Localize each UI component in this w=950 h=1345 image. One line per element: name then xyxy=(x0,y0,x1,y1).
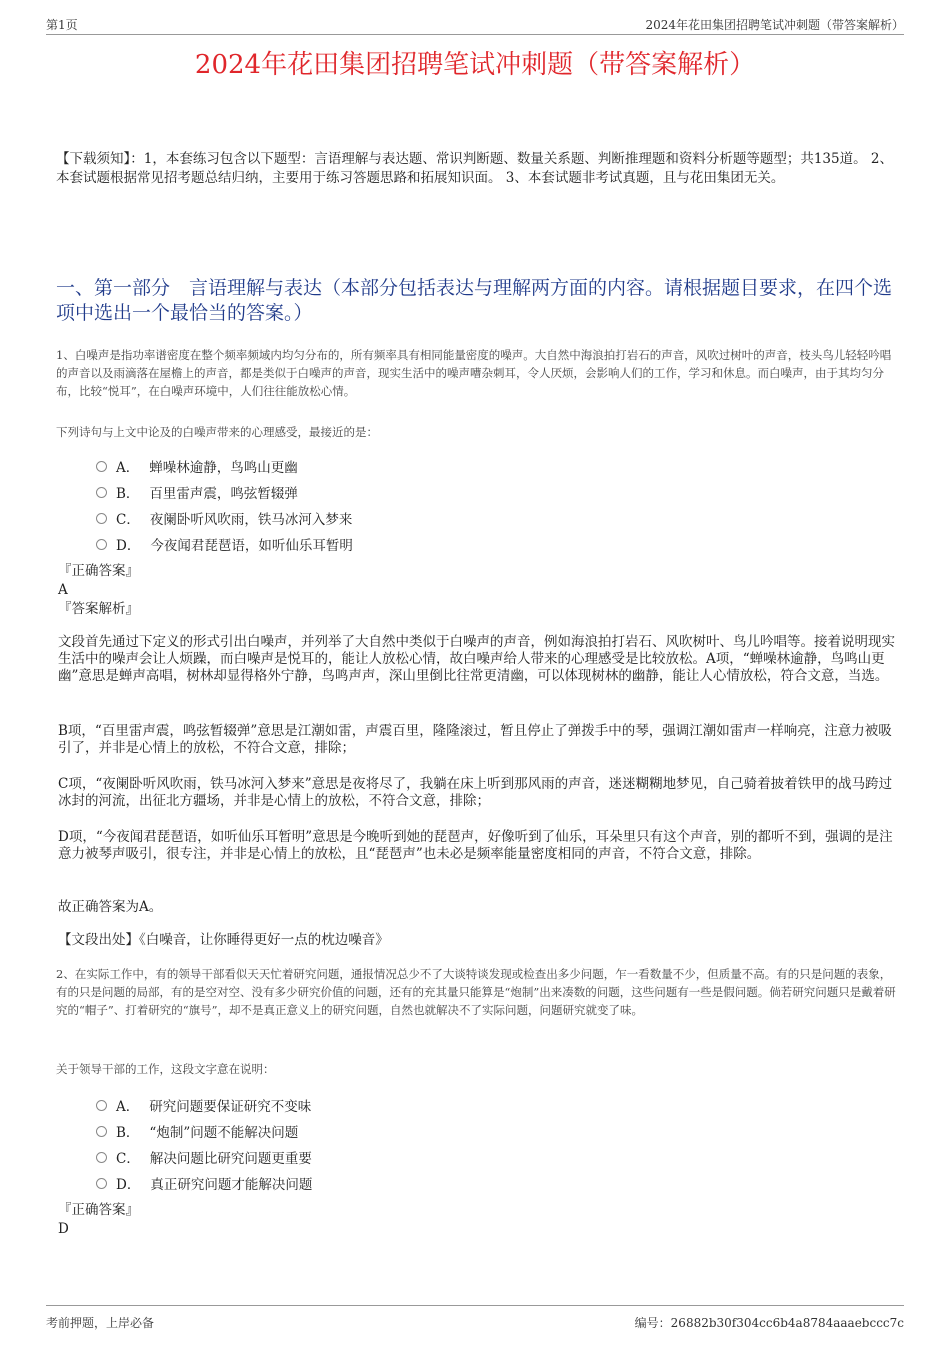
radio-icon[interactable] xyxy=(96,1100,107,1111)
question-1-stem: 1、白噪声是指功率谱密度在整个频率频域内均匀分布的，所有频率具有相同能量密度的噪声。大自然中海浪拍打岩石的声音，风吹过树叶的声音，枝头鸟儿轻轻吟唱的声音以及雨滴落在屋檐上的声音，都是类似于白噪声的声音，现实生活中的噪声嘈杂刺耳，令人厌烦，会影响人们的工作，学习和休息。而白噪声，由于其均匀分布，比较“悦耳”，在白噪声环境中，人们往往能放松心情。 xyxy=(56,348,892,398)
section-heading: 一、第一部分 言语理解与表达（本部分包括表达与理解两方面的内容。请根据题目要求，在四个选项中选出一个最恰当的答案。） xyxy=(56,277,893,324)
question-1-options xyxy=(96,453,353,557)
analysis-paragraph: C项，“夜阑卧听风吹雨，铁马冰河入梦来”意思是夜将尽了，我躺在床上听到那风雨的声音，迷迷糊糊地梦见，自己骑着披着铁甲的战马跨过冰封的河流，出征北方疆场，并非是心情上的放松，不符合文意，排除； xyxy=(58,776,893,809)
radio-icon[interactable] xyxy=(96,1126,107,1137)
question-2-answer xyxy=(58,1201,900,1239)
option-a[interactable]: A． 研究问题要保证研究不变味 xyxy=(96,1092,312,1118)
page-number: 第1页 xyxy=(46,18,78,32)
option-b[interactable]: B． 百里雷声震，鸣弦暂辍弹 xyxy=(96,479,353,505)
footer-slogan: 考前押题，上岸必备 xyxy=(46,1316,155,1330)
radio-icon[interactable] xyxy=(96,461,107,472)
radio-icon[interactable] xyxy=(96,1178,107,1189)
analysis-label: 『答案解析』 xyxy=(58,601,139,617)
question-1-prompt: 下列诗句与上文中论及的白噪声带来的心理感受，最接近的是： xyxy=(56,425,378,439)
page-footer xyxy=(46,1305,904,1332)
question-2-prompt: 关于领导干部的工作，这段文字意在说明： xyxy=(56,1062,275,1076)
option-b[interactable]: B． “炮制”问题不能解决问题 xyxy=(96,1118,312,1144)
radio-icon[interactable] xyxy=(96,1152,107,1163)
radio-icon[interactable] xyxy=(96,539,107,550)
option-c[interactable]: C． 夜阑卧听风吹雨，铁马冰河入梦来 xyxy=(96,505,353,531)
analysis-paragraph: B项，“百里雷声震，鸣弦暂辍弹”意思是江潮如雷，声震百里，隆隆滚过，暂且停止了弹拨手中的琴，强调江潮如雷声一样响亮，注意力被吸引了，并非是心情上的放松，不符合文意，排除； xyxy=(58,723,892,756)
answer-label: 『正确答案』 xyxy=(58,1202,139,1218)
download-notice: 【下载须知】：1，本套练习包含以下题型：言语理解与表达题、常识判断题、数量关系题、判断推理题和资料分析题等题型；共135道。 2、本套试题根据常见招考题总结归纳，主要用于练习答题思路和拓展知识面。 3、本套试题非考试真题，且与花田集团无关。 xyxy=(56,151,893,186)
answer-value: A xyxy=(58,582,68,598)
analysis-paragraph: D项，“今夜闻君琵琶语，如听仙乐耳暂明”意思是今晚听到她的琵琶声，好像听到了仙乐，耳朵里只有这个声音，别的都听不到，强调的是注意力被琴声吸引，很专注，并非是心情上的放松，且“琵琶声”也未必是频率能量密度相同的声音，不符合文意，排除。 xyxy=(58,829,893,862)
footer-serial: 编号：26882b30f304cc6b4a8784aaaebccc7c xyxy=(634,1316,904,1330)
answer-label: 『正确答案』 xyxy=(58,563,139,579)
option-d[interactable]: D． 真正研究问题才能解决问题 xyxy=(96,1170,312,1196)
analysis-conclusion: 故正确答案为A。 xyxy=(58,899,163,915)
answer-value: D xyxy=(58,1221,69,1237)
option-d[interactable]: D． 今夜闻君琵琶语，如听仙乐耳暂明 xyxy=(96,531,353,557)
page-header xyxy=(46,14,904,35)
radio-icon[interactable] xyxy=(96,487,107,498)
option-c[interactable]: C． 解决问题比研究问题更重要 xyxy=(96,1144,312,1170)
question-2-options xyxy=(96,1092,312,1196)
header-doc-title: 2024年花田集团招聘笔试冲刺题（带答案解析） xyxy=(645,18,904,32)
option-a[interactable]: A． 蝉噪林逾静，鸟鸣山更幽 xyxy=(96,453,353,479)
question-2-stem: 2、在实际工作中，有的领导干部看似天天忙着研究问题，通报情况总少不了大谈特谈发现或检查出多少问题，乍一看数量不少，但质量不高。有的只是问题的表象，有的只是问题的局部，有的是空对空、没有多少研究价值的问题，还有的充其量只能算是“炮制”出来凑数的问题，这些问题有一些是假问题。倘若研究问题只是戴着研究的“帽子”、打着研究的“旗号”，却不是真正意义上的研究问题，自然也就解决不了实际问题，问题研究就变了味。 xyxy=(56,967,896,1017)
analysis-paragraph: 文段首先通过下定义的形式引出白噪声，并列举了大自然中类似于白噪声的声音，例如海浪拍打岩石、风吹树叶、鸟儿吟唱等。接着说明现实生活中的噪声会让人烦躁，而白噪声是悦耳的，能让人放松心情，故白噪声给人带来的心理感受是比较放松。A项，“蝉噪林逾静，鸟鸣山更幽”意思是蝉声高唱，树林却显得格外宁静，鸟鸣声声，深山里倒比往常更清幽，可以体现树林的幽静，能让人心情放松，符合文意，当选。 xyxy=(58,634,895,684)
radio-icon[interactable] xyxy=(96,513,107,524)
analysis-source: 【文段出处】《白噪音，让你睡得更好一点的枕边噪音》 xyxy=(58,932,389,948)
document-title: 2024年花田集团招聘笔试冲刺题（带答案解析） xyxy=(194,50,756,80)
question-1-answer xyxy=(58,562,900,619)
